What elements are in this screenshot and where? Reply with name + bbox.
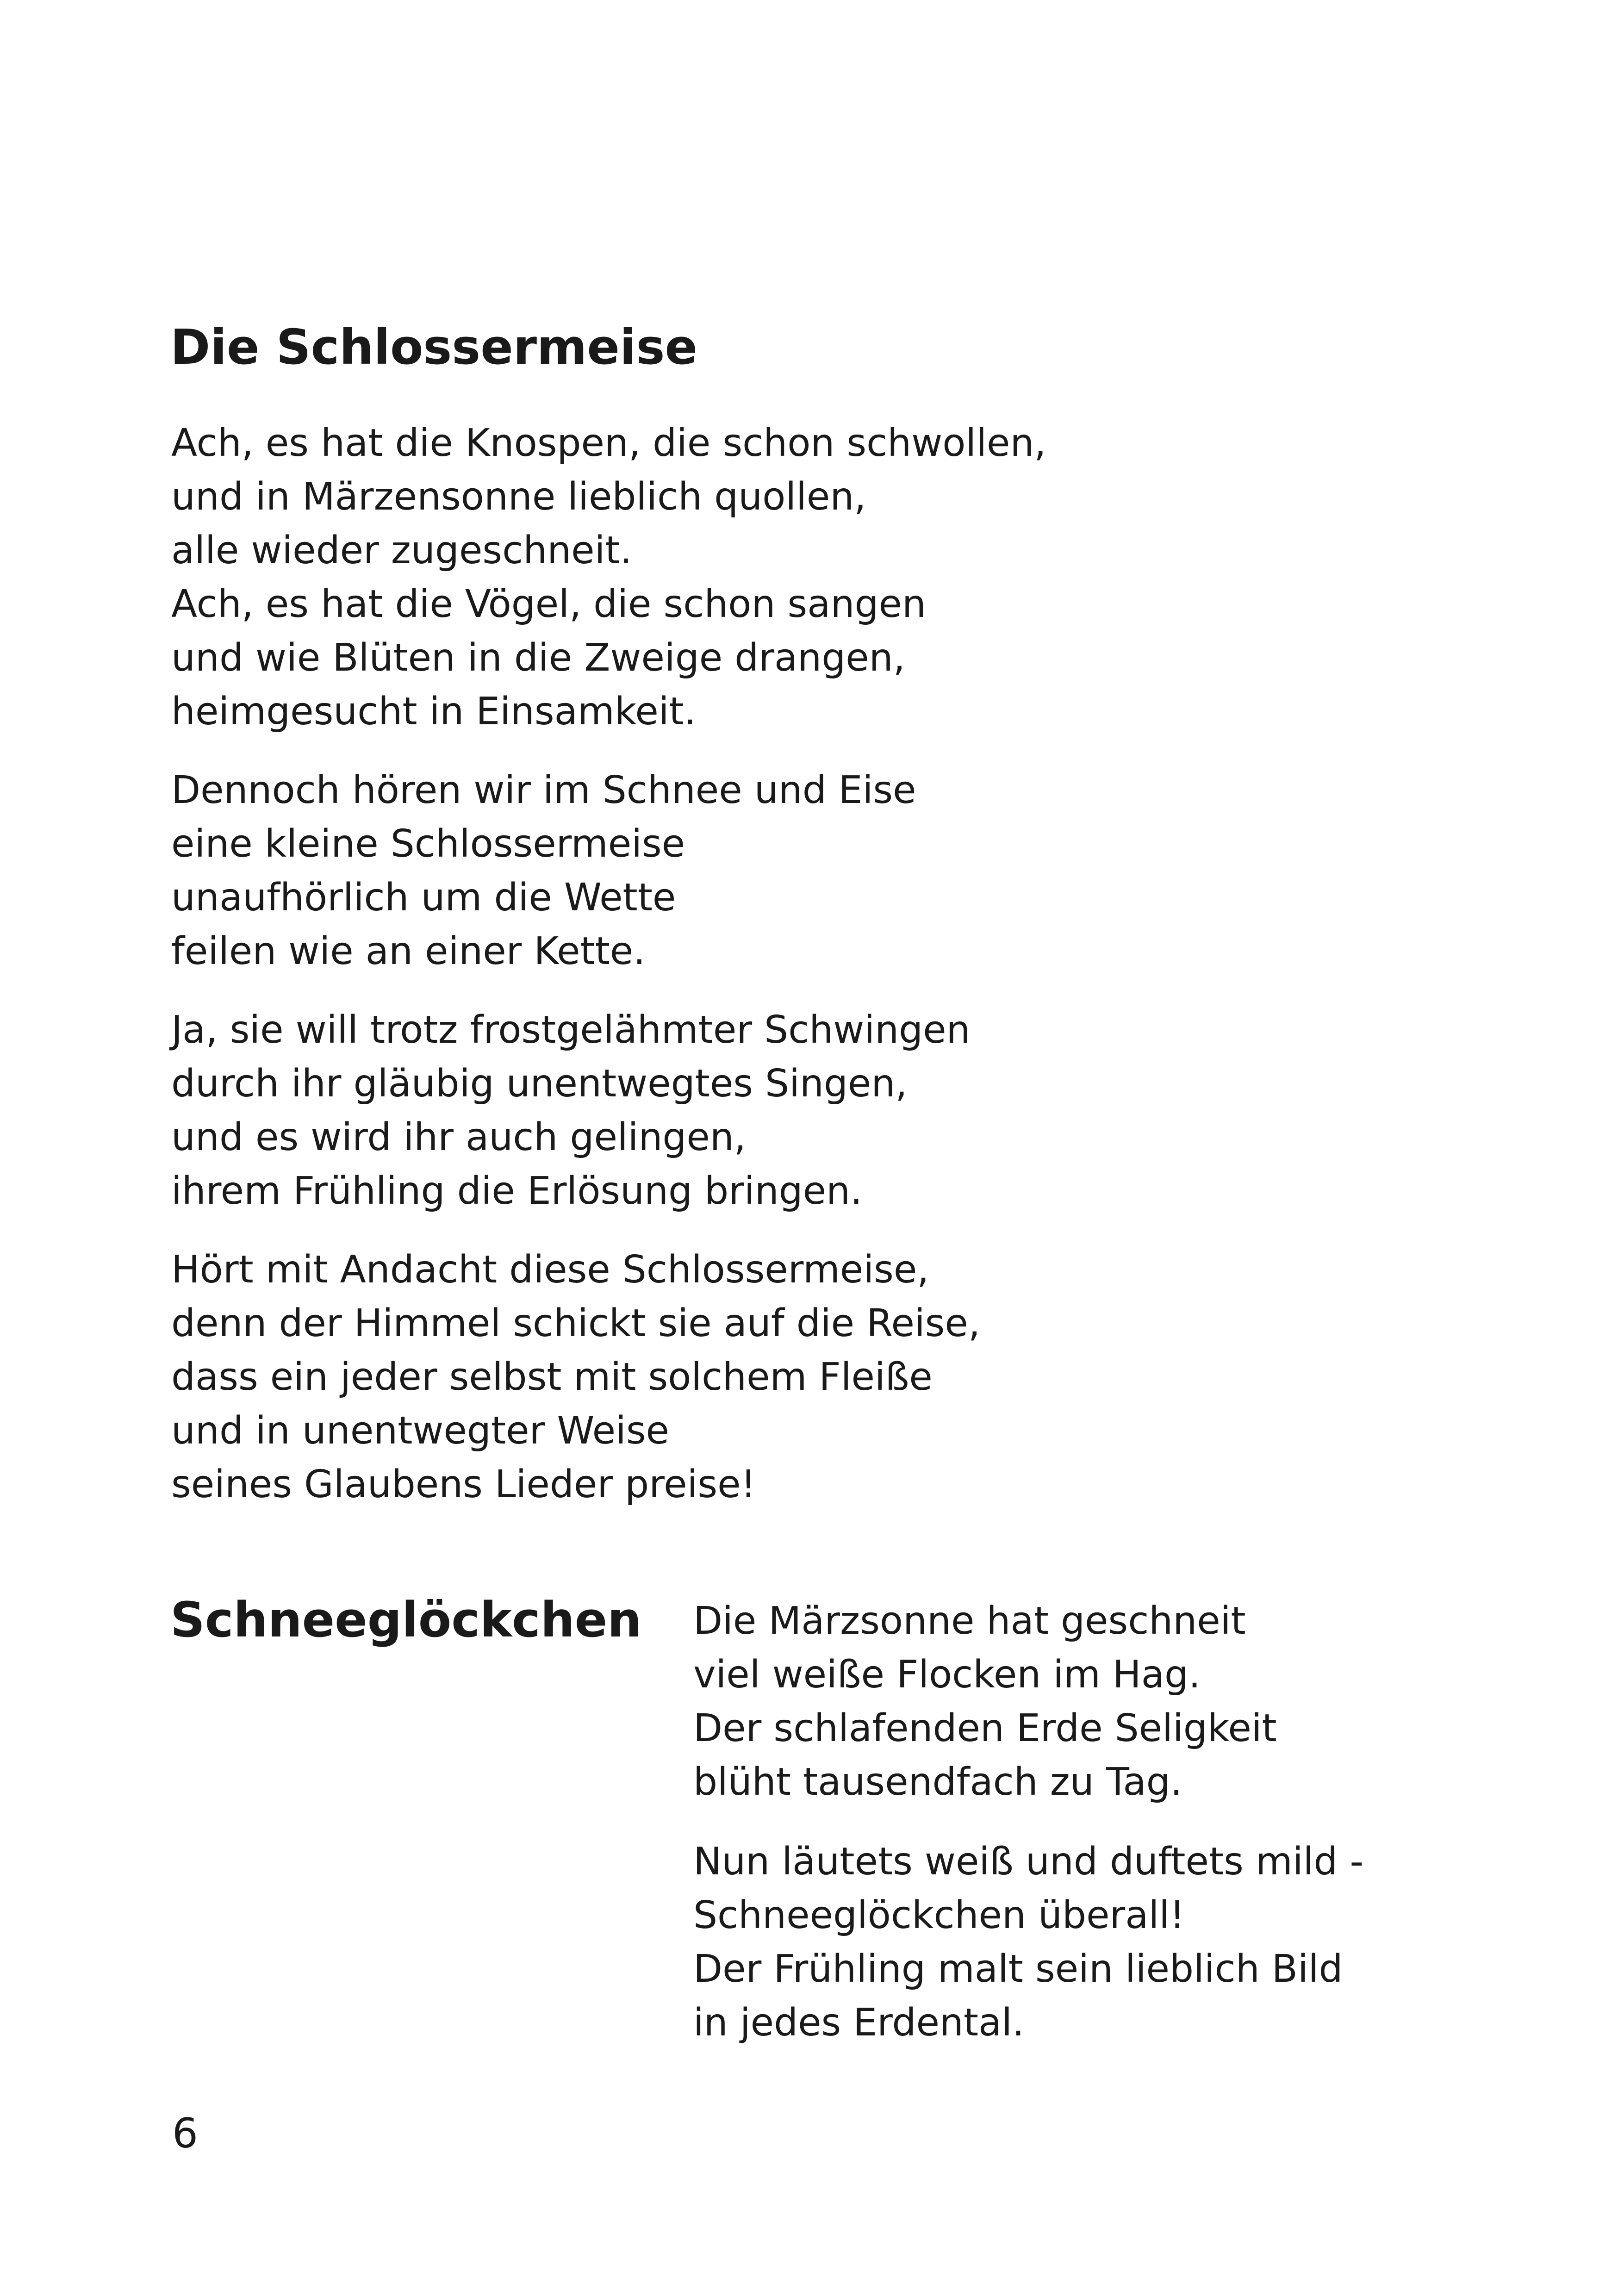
poem-body bbox=[171, 417, 1467, 1512]
verse-line: alle wieder zugeschneit. bbox=[171, 529, 632, 572]
verse-line: Ach, es hat die Knospen, die schon schwollen, bbox=[171, 421, 1046, 465]
verse-line: Schneeglöckchen überall! bbox=[693, 1893, 1185, 1937]
poem-title: Die Schlossermeise bbox=[170, 319, 698, 375]
verse-line: und in unentwegter Weise bbox=[171, 1409, 670, 1453]
verse-line: viel weiße Flocken im Hag. bbox=[693, 1653, 1201, 1697]
stanza bbox=[171, 417, 1467, 739]
verse-line: und in Märzensonne lieblich quollen, bbox=[171, 475, 866, 519]
verse-line: Der schlafenden Erde Seligkeit bbox=[693, 1706, 1277, 1750]
verse-line: und wie Blüten in die Zweige drangen, bbox=[171, 636, 905, 680]
verse-line: blüht tausendfach zu Tag. bbox=[693, 1760, 1182, 1804]
verse-line: und es wird ihr auch gelingen, bbox=[171, 1115, 746, 1159]
poem-title: Schneeglöckchen bbox=[170, 1592, 642, 1648]
verse-line: Dennoch hören wir im Schnee und Eise bbox=[171, 768, 916, 812]
poem-body bbox=[693, 1594, 1573, 2050]
verse-line: unaufhörlich um die Wette bbox=[171, 876, 676, 920]
stanza bbox=[171, 764, 1467, 978]
verse-line: Die Märzsonne hat geschneit bbox=[693, 1599, 1246, 1643]
stanza bbox=[171, 1003, 1467, 1218]
verse-line: Der Frühling malt sein lieblich Bild bbox=[693, 1947, 1343, 1991]
stanza bbox=[693, 1594, 1573, 1809]
verse-line: Ach, es hat die Vögel, die schon sangen bbox=[171, 582, 926, 626]
verse-line: Ja, sie will trotz frostgelähmter Schwingen bbox=[171, 1008, 971, 1052]
verse-line: Nun läutets weiß und duftets mild - bbox=[693, 1840, 1364, 1884]
verse-line: dass ein jeder selbst mit solchem Fleiße bbox=[171, 1355, 933, 1399]
verse-line: seines Glaubens Lieder preise! bbox=[171, 1462, 756, 1506]
verse-line: Hört mit Andacht diese Schlossermeise, bbox=[171, 1248, 929, 1292]
verse-line: denn der Himmel schickt sie auf die Reise, bbox=[171, 1301, 980, 1345]
stanza bbox=[171, 1243, 1467, 1512]
verse-line: durch ihr gläubig unentwegtes Singen, bbox=[171, 1062, 908, 1106]
verse-line: eine kleine Schlossermeise bbox=[171, 822, 685, 866]
page-number: 6 bbox=[172, 2109, 198, 2157]
verse-line: feilen wie an einer Kette. bbox=[171, 929, 646, 973]
verse-line: in jedes Erdental. bbox=[693, 2001, 1025, 2045]
stanza bbox=[693, 1835, 1573, 2050]
verse-line: ihrem Frühling die Erlösung bringen. bbox=[171, 1169, 863, 1213]
verse-line: heimgesucht in Einsamkeit. bbox=[171, 690, 696, 734]
